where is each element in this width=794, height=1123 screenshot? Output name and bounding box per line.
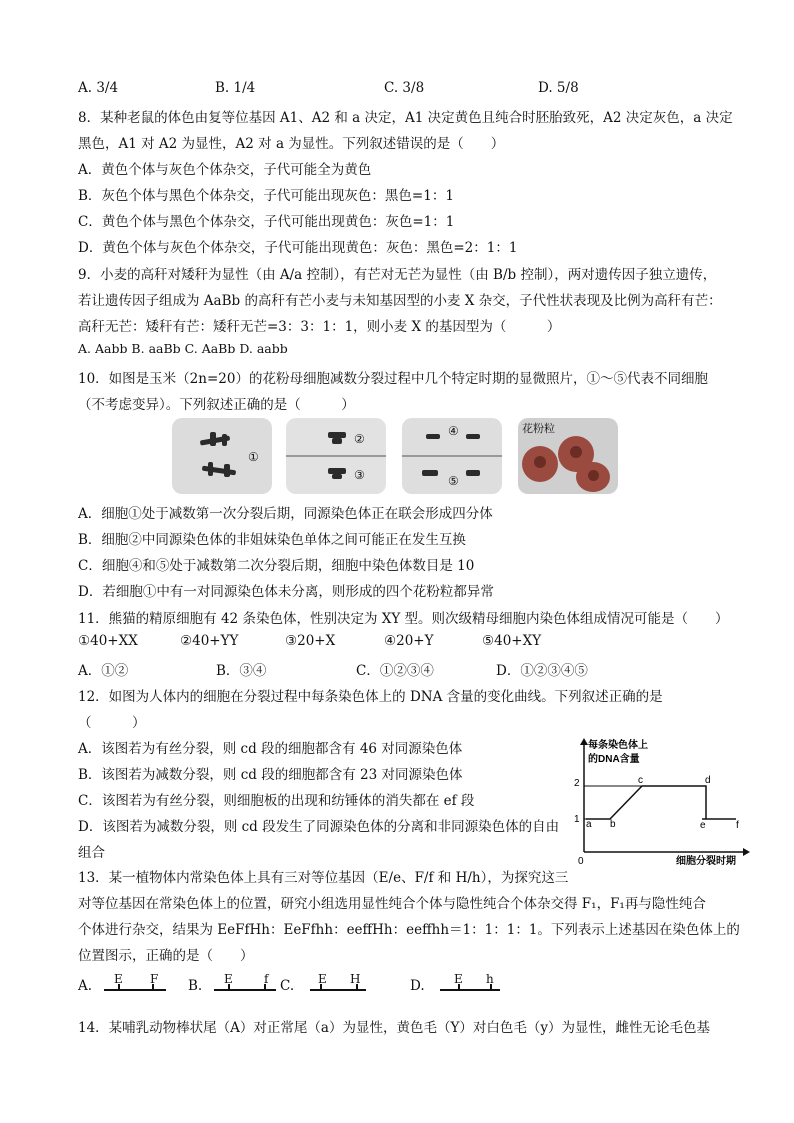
q7-option-c: C. 3/8 bbox=[384, 80, 425, 96]
label-pollen: 花粉粒 bbox=[522, 422, 555, 435]
micrograph-cells-4-5 bbox=[402, 418, 502, 494]
chart-point-label-f: f bbox=[736, 820, 739, 831]
chart-x-arrow bbox=[743, 848, 750, 856]
q12-option-a: A．该图若为有丝分裂，则 cd 段的细胞都含有 46 对同源染色体 bbox=[78, 741, 463, 757]
q12-option-d-cont: 组合 bbox=[78, 845, 105, 861]
chart-point-label-e: e bbox=[700, 820, 706, 831]
q10-option-d: D．若细胞①中有一对同源染色体未分离，则形成的四个花粉粒都异常 bbox=[78, 584, 494, 600]
q11-item-1: ①40+XX bbox=[78, 633, 138, 649]
q10-stem-line-1: 10．如图是玉米（2n=20）的花粉母细胞减数分裂过程中几个特定时期的显微照片，①～⑤代表不同细胞 bbox=[78, 371, 708, 387]
q8-stem-line-2: 黑色，A1 对 A2 为显性，A2 对 a 为显性。下列叙述错误的是（ ） bbox=[78, 136, 505, 152]
chart-point-label-c: c bbox=[638, 775, 643, 786]
q13-stem-line-3: 个体进行杂交，结果为 EeFfHh：EeFfhh：eeffHh：eeffhh＝1：1：1：1。下列表示上述基因在染色体上的 bbox=[78, 922, 740, 938]
chart-xlabel: 细胞分裂时期 bbox=[676, 856, 736, 867]
q13-b-gene-2: f bbox=[264, 972, 269, 986]
q9-stem-line-1: 9．小麦的高秆对矮秆为显性（由 A/a 控制），有芒对无芒为显性（由 B/b 控制），两对遗传因子独立遗传， bbox=[78, 267, 717, 283]
label-cell-2: ② bbox=[354, 432, 365, 446]
q14-stem: 14．某哺乳动物棒状尾（A）对正常尾（a）为显性，黄色毛（Y）对白色毛（y）为显性，雌性无论毛色基 bbox=[78, 1020, 711, 1036]
q13-c-gene-2: H bbox=[350, 972, 361, 986]
q11-item-3: ③20+X bbox=[285, 633, 336, 649]
label-cell-4: ④ bbox=[448, 424, 459, 438]
chart-y-arrow bbox=[580, 738, 588, 745]
q13-d-gene-1: E bbox=[454, 972, 463, 986]
q13-option-d bbox=[410, 972, 520, 1002]
q11-option-a: A．①② bbox=[78, 663, 129, 679]
q12-option-d: D．该图若为减数分裂，则 cd 段发生了同源染色体的分离和非同源染色体的自由 bbox=[78, 819, 560, 835]
micrograph-pollen-grains bbox=[518, 418, 618, 494]
q13-stem-line-2: 对等位基因在常染色体上的位置，研究小组选用显性纯合个体与隐性纯合个体杂交得 F₁，F₁再与隐性纯合 bbox=[78, 896, 706, 912]
dna-content-chart bbox=[566, 736, 756, 868]
q13-option-b-letter: B. bbox=[188, 978, 203, 994]
q8-option-b: B．灰色个体与黑色个体杂交，子代可能出现灰色：黑色=1：1 bbox=[78, 188, 454, 204]
micrograph-cell-1 bbox=[172, 418, 272, 494]
label-cell-1: ① bbox=[248, 450, 259, 464]
q13-b-gene-1: E bbox=[224, 972, 233, 986]
q9-stem-line-3: 高秆无芒：矮秆有芒：矮秆无芒=3：3：1：1，则小麦 X 的基因型为（ ） bbox=[78, 319, 561, 335]
chart-ylabel-1: 每条染色体上 bbox=[588, 740, 648, 751]
q7-option-a: A. 3/4 bbox=[78, 80, 119, 96]
q12-option-b: B．该图若为减数分裂，则 cd 段的细胞都含有 23 对同源染色体 bbox=[78, 767, 463, 783]
q11-stem: 11．熊猫的精原细胞有 42 条染色体，性别决定为 XY 型。则次级精母细胞内染色体组成情况可能是（ ） bbox=[78, 611, 729, 627]
q13-option-a bbox=[78, 972, 188, 1002]
chart-ylabel-2: 的DNA含量 bbox=[588, 754, 640, 765]
q8-option-c: C．黄色个体与黑色个体杂交，子代可能出现黄色：灰色=1：1 bbox=[78, 214, 455, 230]
q11-item-4: ④20+Y bbox=[384, 633, 434, 649]
q10-option-b: B．细胞②中同源染色体的非姐妹染色单体之间可能正在发生互换 bbox=[78, 532, 466, 548]
q10-option-a: A．细胞①处于减数第一次分裂后期，同源染色体正在联会形成四分体 bbox=[78, 506, 493, 522]
chart-point-label-d: d bbox=[705, 775, 711, 786]
q13-stem-line-1: 13．某一植物体内常染色体上具有三对等位基因（E/e、F/f 和 H/h），为探究这三 bbox=[78, 870, 569, 886]
q13-c-gene-1: E bbox=[318, 972, 327, 986]
micrograph-cells-2-3 bbox=[286, 418, 386, 494]
q11-item-2: ②40+YY bbox=[180, 633, 239, 649]
q13-stem-line-4: 位置图示，正确的是（ ） bbox=[78, 948, 254, 964]
chart-ytick-2: 2 bbox=[574, 778, 580, 789]
label-cell-5: ⑤ bbox=[448, 474, 459, 488]
q13-option-c bbox=[280, 972, 390, 1002]
q8-option-d: D．黄色个体与灰色个体杂交，子代可能出现黄色：灰色：黑色=2：1：1 bbox=[78, 240, 518, 256]
chart-point-label-a: a bbox=[586, 819, 592, 830]
q13-a-gene-2: F bbox=[150, 972, 159, 986]
q13-a-gene-1: E bbox=[114, 972, 123, 986]
q11-option-d: D．①②③④⑤ bbox=[496, 663, 588, 679]
chart-origin: 0 bbox=[578, 856, 584, 867]
q12-option-c: C．该图若为有丝分裂，则细胞板的出现和纺锤体的消失都在 ef 段 bbox=[78, 793, 475, 809]
q10-option-c: C．细胞④和⑤处于减数第二次分裂后期，细胞中染色体数目是 10 bbox=[78, 558, 475, 574]
q12-stem-line-2: （ ） bbox=[78, 715, 146, 731]
q13-option-b bbox=[188, 972, 288, 1002]
chart-point-label-b: b bbox=[610, 819, 616, 830]
q13-option-a-letter: A. bbox=[78, 978, 93, 994]
q9-stem-line-2: 若让遗传因子组成为 AaBb 的高秆有芒小麦与未知基因型的小麦 X 杂交，子代性状表现及比例为高秆有芒： bbox=[78, 293, 722, 309]
q13-d-gene-2: h bbox=[486, 972, 494, 986]
chart-series-line bbox=[586, 786, 736, 819]
q10-stem-line-2: （不考虑变异）。下列叙述正确的是（ ） bbox=[78, 397, 355, 413]
q8-option-a: A．黄色个体与灰色个体杂交，子代可能全为黄色 bbox=[78, 162, 372, 178]
q13-option-d-letter: D. bbox=[410, 978, 425, 994]
q8-stem-line-1: 8．某种老鼠的体色由复等位基因 A1、A2 和 a 决定，A1 决定黄色且纯合时胚胎致死，A2 决定灰色，a 决定 bbox=[78, 110, 733, 126]
q11-option-c: C．①②③④ bbox=[356, 663, 434, 679]
chart-ytick-1: 1 bbox=[574, 814, 580, 825]
q11-option-b: B．③④ bbox=[216, 663, 267, 679]
q12-stem-line-1: 12．如图为人体内的细胞在分裂过程中每条染色体上的 DNA 含量的变化曲线。下列叙述正确的是 bbox=[78, 689, 663, 705]
q7-option-b: B. 1/4 bbox=[215, 80, 256, 96]
q9-options: A. Aabb B. aaBb C. AaBb D. aabb bbox=[78, 341, 288, 356]
label-cell-3: ③ bbox=[354, 468, 365, 482]
q13-option-c-letter: C. bbox=[280, 978, 295, 994]
q11-item-5: ⑤40+XY bbox=[482, 633, 542, 649]
q7-option-d: D. 5/8 bbox=[538, 80, 579, 96]
